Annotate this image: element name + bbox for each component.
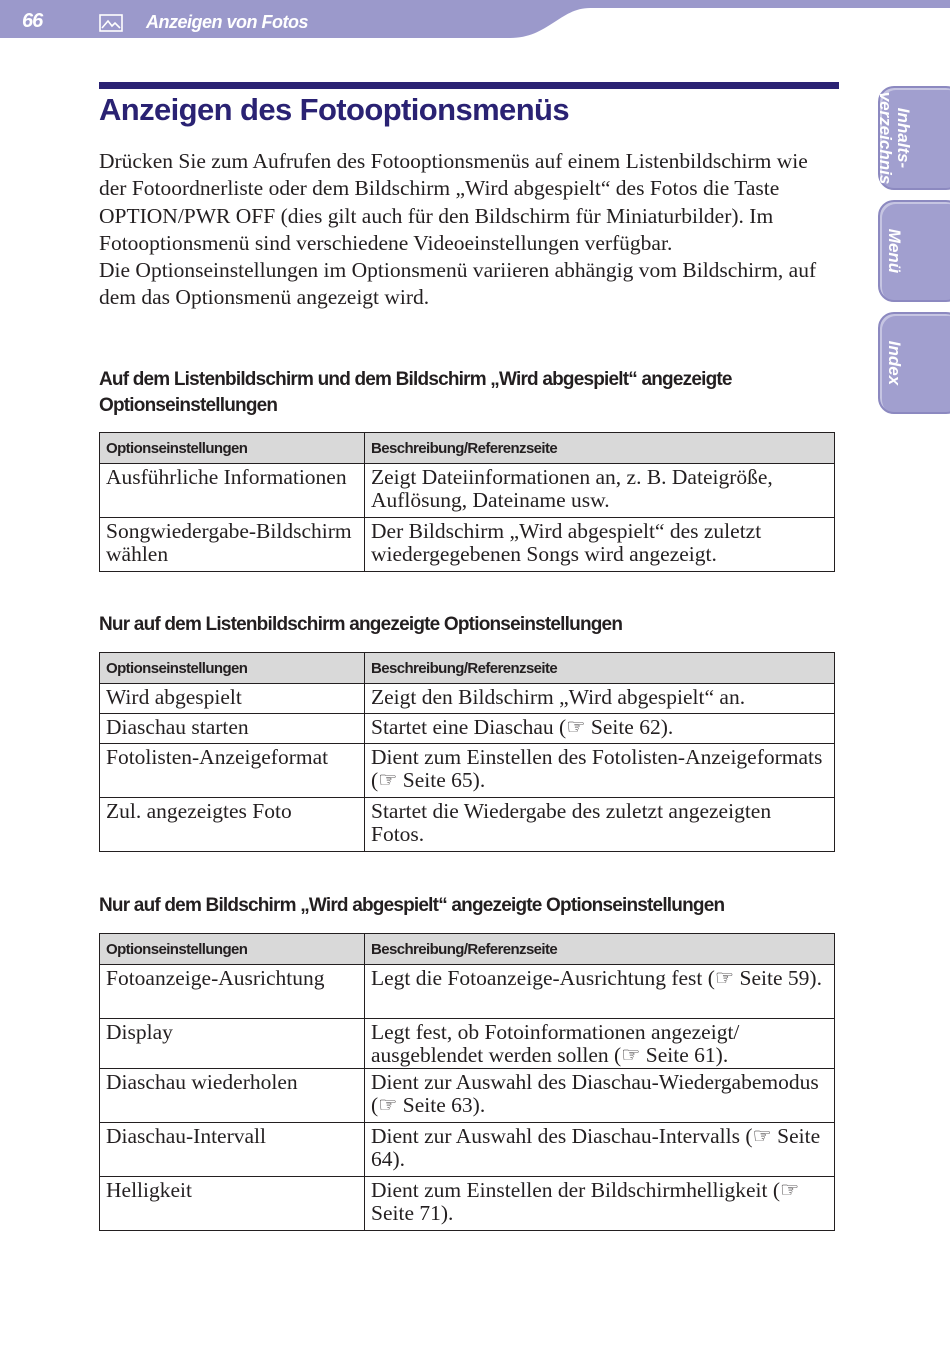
option-name: Zul. angezeigtes Foto	[100, 798, 365, 852]
column-header: Beschreibung/Referenzseite	[365, 433, 835, 464]
page-number: 66	[22, 10, 43, 32]
section-title: Anzeigen von Fotos	[146, 12, 308, 32]
option-name: Diaschau-Intervall	[100, 1123, 365, 1177]
option-name: Wird abgespielt	[100, 684, 365, 714]
tab-menu[interactable]	[878, 200, 950, 302]
table-row	[100, 798, 835, 852]
table-row	[100, 714, 835, 744]
tab-index[interactable]	[878, 312, 950, 414]
section-heading: Nur auf dem Bildschirm „Wird abgespielt“ angezeigte Optionseinstellungen	[99, 895, 725, 916]
option-name: Ausführliche Informationen	[100, 464, 365, 518]
section-heading: Auf dem Listenbildschirm und dem Bildschirm „Wird abgespielt“ angezeigte Optionseinstellungen	[99, 369, 732, 416]
option-description: Startet die Wiedergabe des zuletzt angezeigten Fotos.	[365, 798, 835, 852]
table-header-row	[100, 934, 835, 965]
table-header-row	[100, 433, 835, 464]
option-description: Dient zum Einstellen der Bildschirmhelligkeit (☞ Seite 71).	[365, 1177, 835, 1231]
option-name: Songwiedergabe-Bildschirm wählen	[100, 518, 365, 572]
column-header: Beschreibung/Referenzseite	[365, 934, 835, 965]
column-header: Optionseinstellungen	[100, 934, 365, 965]
intro-text	[99, 148, 839, 312]
table-row	[100, 518, 835, 572]
page-title: Anzeigen des Fotooptionsmenüs	[99, 92, 570, 127]
option-name: Fotolisten-Anzeigeformat	[100, 744, 365, 798]
tab-label: Index	[885, 340, 904, 386]
option-description: Legt fest, ob Fotoinformationen angezeigt/ ausgeblendet werden sollen (☞ Seite 61).	[365, 1019, 835, 1069]
option-description: Startet eine Diaschau (☞ Seite 62).	[365, 714, 835, 744]
options-table	[99, 652, 835, 852]
column-header: Optionseinstellungen	[100, 433, 365, 464]
option-description: Dient zum Einstellen des Fotolisten-Anzeigeformats (☞ Seite 65).	[365, 744, 835, 798]
table-row	[100, 1177, 835, 1231]
table-row	[100, 1123, 835, 1177]
header-band	[0, 0, 950, 40]
table-row	[100, 1019, 835, 1069]
intro-paragraph: Die Optionseinstellungen im Optionsmenü variieren abhängig vom Bildschirm, auf dem das Optionsmenü angezeigt wird.	[99, 258, 817, 310]
option-name: Display	[100, 1019, 365, 1069]
option-description: Der Bildschirm „Wird abgespielt“ des zuletzt wiedergegebenen Songs wird angezeigt.	[365, 518, 835, 572]
option-description: Legt die Fotoanzeige-Ausrichtung fest (☞ Seite 59).	[365, 965, 835, 1019]
option-name: Helligkeit	[100, 1177, 365, 1231]
tab-inhaltsverzeichnis[interactable]	[878, 86, 950, 190]
option-name: Diaschau starten	[100, 714, 365, 744]
table-row	[100, 965, 835, 1019]
options-table	[99, 933, 835, 1231]
table-row	[100, 464, 835, 518]
table-header-row	[100, 653, 835, 684]
option-description: Dient zur Auswahl des Diaschau-Wiedergabemodus (☞ Seite 63).	[365, 1069, 835, 1123]
title-rule	[99, 82, 839, 89]
column-header: Beschreibung/Referenzseite	[365, 653, 835, 684]
option-name: Diaschau wiederholen	[100, 1069, 365, 1123]
column-header: Optionseinstellungen	[100, 653, 365, 684]
options-table	[99, 432, 835, 572]
option-description: Zeigt Dateiinformationen an, z. B. Dateigröße, Auflösung, Dateiname usw.	[365, 464, 835, 518]
option-name: Fotoanzeige-Ausrichtung	[100, 965, 365, 1019]
table-row	[100, 744, 835, 798]
intro-paragraph: Drücken Sie zum Aufrufen des Fotooptionsmenüs auf einem Listenbildschirm wie der Fotoordnerliste oder dem Bildschirm „Wird abgespielt“ des Fotos die Taste OPTION/PWR OFF (dies gilt auch für den Bildschirm für Miniaturbilder). Im Fotooptionsmenü sind verschiedene Videoeinstellungen verfügbar.	[99, 149, 808, 255]
option-description: Zeigt den Bildschirm „Wird abgespielt“ an.	[365, 684, 835, 714]
table-row	[100, 1069, 835, 1123]
tab-label: Inhalts- verzeichnis	[876, 91, 913, 185]
table-row	[100, 684, 835, 714]
header-band-shape	[0, 0, 950, 40]
section-heading: Nur auf dem Listenbildschirm angezeigte Optionseinstellungen	[99, 614, 623, 635]
tab-label: Menü	[885, 228, 904, 274]
option-description: Dient zur Auswahl des Diaschau-Intervalls (☞ Seite 64).	[365, 1123, 835, 1177]
